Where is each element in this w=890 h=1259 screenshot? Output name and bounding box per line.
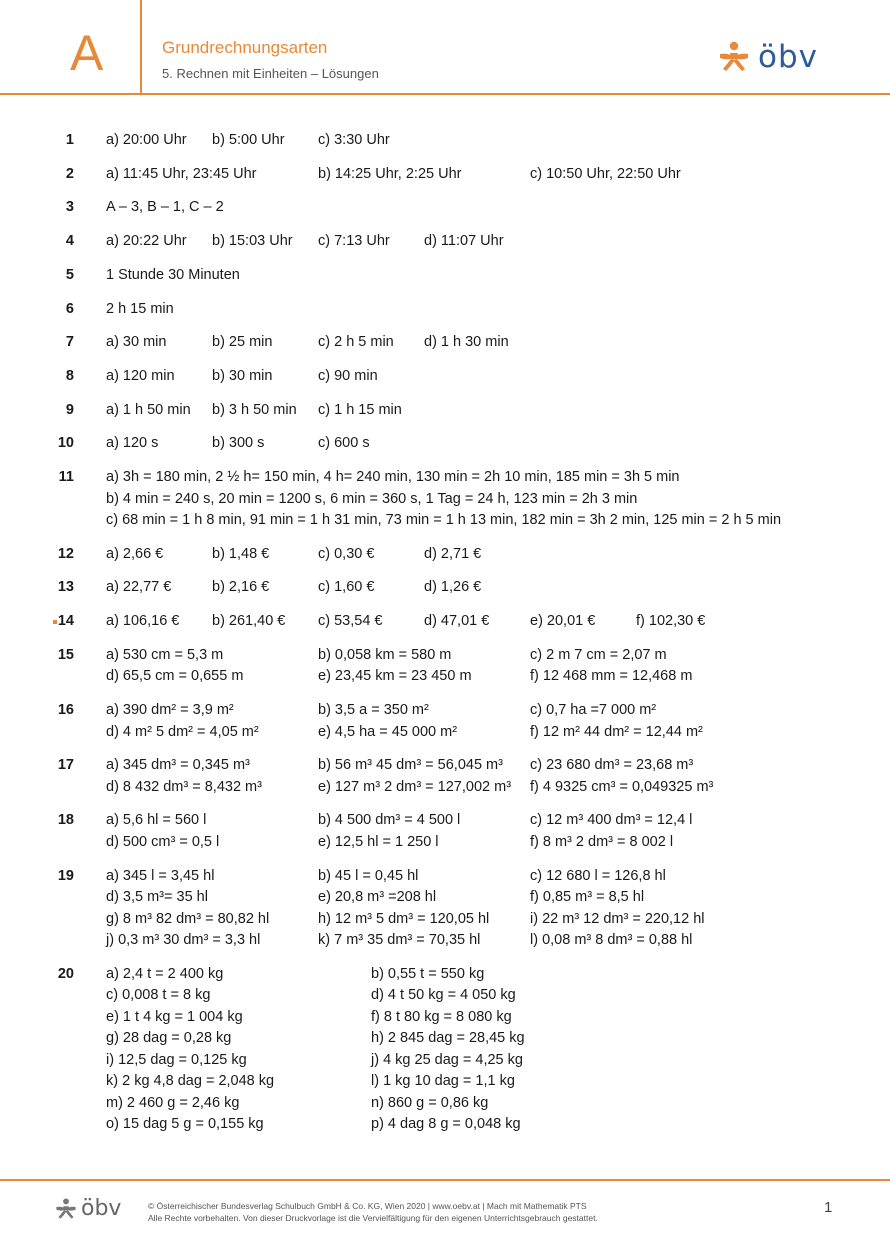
solution-answer: b) 2,16 € bbox=[212, 579, 270, 596]
solution-answer: a) 390 dm² = 3,9 m² bbox=[106, 702, 234, 718]
solution-answer: f) 4 9325 cm³ = 0,049325 m³ bbox=[530, 778, 714, 795]
solution-answer: a) 3h = 180 min, 2 ½ h= 150 min, 4 h= 240 min, 130 min = 2h 10 min, 185 min = 3h 5 min bbox=[106, 469, 680, 485]
page-subtitle: 5. Rechnen mit Einheiten – Lösungen bbox=[162, 66, 379, 81]
solution-answer: c) 10:50 Uhr, 22:50 Uhr bbox=[530, 165, 681, 182]
solution-answer: c) 2 h 5 min bbox=[318, 334, 394, 351]
star-icon bbox=[718, 41, 750, 73]
solution-answer: c) 1,60 € bbox=[318, 579, 375, 596]
solution-answer: a) 2,66 € bbox=[106, 545, 164, 562]
solution-answer: b) 0,058 km = 580 m bbox=[318, 646, 452, 663]
solution-answer: a) 120 min bbox=[106, 367, 175, 384]
solution-answer: a) 2,4 t = 2 400 kg bbox=[106, 965, 224, 982]
solution-row bbox=[0, 700, 890, 743]
page-title: Grundrechnungsarten bbox=[162, 38, 328, 57]
task-number: 1 bbox=[65, 132, 74, 148]
solution-answer: a) 5,6 hl = 560 l bbox=[106, 812, 207, 829]
solution-row bbox=[0, 265, 890, 287]
solution-answer: e) 1 t 4 kg = 1 004 kg bbox=[106, 1008, 243, 1025]
solution-answer: b) 3,5 a = 350 m² bbox=[318, 702, 429, 718]
solution-row bbox=[0, 400, 890, 422]
solution-answer: c) 53,54 € bbox=[318, 613, 383, 630]
solution-answer: g) 8 m³ 82 dm³ = 80,82 hl bbox=[106, 910, 270, 927]
solution-answer: f) 8 t 80 kg = 8 080 kg bbox=[371, 1008, 512, 1025]
star-icon bbox=[55, 1198, 77, 1220]
task-number: 14 bbox=[57, 613, 74, 630]
task-number: 15 bbox=[57, 646, 74, 663]
solution-answer: a) 20:00 Uhr bbox=[106, 132, 187, 148]
solution-row bbox=[0, 467, 890, 532]
task-number: 3 bbox=[65, 199, 74, 216]
solution-answer: d) 2,71 € bbox=[424, 545, 482, 562]
solution-answer: a) 106,16 € bbox=[106, 613, 180, 630]
header-rule bbox=[0, 93, 890, 95]
task-number: 4 bbox=[65, 233, 74, 250]
solution-answer: e) 4,5 ha = 45 000 m² bbox=[318, 723, 458, 740]
logo-text: öbv bbox=[758, 38, 818, 75]
task-number: 12 bbox=[57, 545, 74, 562]
solution-answer: c) 12 680 l = 126,8 hl bbox=[530, 867, 666, 884]
solution-answer: e) 127 m³ 2 dm³ = 127,002 m³ bbox=[318, 778, 512, 795]
solution-row bbox=[0, 130, 890, 152]
solution-answer: d) 500 cm³ = 0,5 l bbox=[106, 833, 220, 850]
solution-row bbox=[0, 645, 890, 688]
solution-row bbox=[0, 164, 890, 186]
solution-answer: b) 56 m³ 45 dm³ = 56,045 m³ bbox=[318, 757, 503, 774]
solution-answer: e) 20,8 m³ =208 hl bbox=[318, 889, 437, 906]
task-number: 13 bbox=[57, 579, 74, 596]
footer-copyright bbox=[148, 1200, 598, 1224]
solution-answer: b) 0,55 t = 550 kg bbox=[371, 965, 485, 982]
solution-answer: p) 4 dag 8 g = 0,048 kg bbox=[371, 1116, 521, 1133]
task-number: 5 bbox=[65, 266, 74, 283]
solution-answer: 1 Stunde 30 Minuten bbox=[106, 266, 240, 283]
solution-answer: k) 2 kg 4,8 dag = 2,048 kg bbox=[106, 1073, 275, 1090]
solution-answer: i) 12,5 dag = 0,125 kg bbox=[106, 1051, 247, 1068]
solution-answer: d) 4 m² 5 dm² = 4,05 m² bbox=[106, 723, 259, 740]
solution-answer: a) 345 l = 3,45 hl bbox=[106, 867, 215, 884]
solution-row bbox=[0, 197, 890, 219]
footer-rule bbox=[0, 1179, 890, 1181]
footer-logo-text: öbv bbox=[81, 1196, 122, 1221]
solution-answer: e) 20,01 € bbox=[530, 613, 596, 630]
solution-answer: 2 h 15 min bbox=[106, 300, 174, 317]
solution-answer: f) 8 m³ 2 dm³ = 8 002 l bbox=[530, 833, 674, 850]
solution-answer: d) 65,5 cm = 0,655 m bbox=[106, 668, 244, 685]
task-number: 10 bbox=[57, 435, 74, 452]
solution-row bbox=[0, 964, 890, 1136]
solution-answer: f) 12 m² 44 dm² = 12,44 m² bbox=[530, 723, 703, 740]
solution-row bbox=[0, 577, 890, 599]
solution-answer: a) 120 s bbox=[106, 435, 159, 452]
solution-answer: c) 23 680 dm³ = 23,68 m³ bbox=[530, 757, 694, 774]
solution-row bbox=[0, 755, 890, 798]
solution-answer: a) 22,77 € bbox=[106, 579, 172, 596]
solution-answer: c) 2 m 7 cm = 2,07 m bbox=[530, 646, 667, 663]
solution-answer: h) 12 m³ 5 dm³ = 120,05 hl bbox=[318, 910, 490, 927]
solution-answer: c) 7:13 Uhr bbox=[318, 233, 390, 250]
publisher-logo bbox=[718, 40, 818, 74]
solution-row bbox=[0, 544, 890, 566]
footer-logo bbox=[55, 1198, 121, 1220]
task-number: 17 bbox=[57, 757, 74, 774]
solution-answer: j) 4 kg 25 dag = 4,25 kg bbox=[371, 1051, 523, 1068]
task-number: 7 bbox=[65, 334, 74, 351]
page-number: 1 bbox=[824, 1199, 833, 1216]
solution-answer: b) 4 500 dm³ = 4 500 l bbox=[318, 812, 461, 829]
solution-answer: f) 0,85 m³ = 8,5 hl bbox=[530, 889, 645, 906]
solution-answer: b) 45 l = 0,45 hl bbox=[318, 867, 419, 884]
task-number: 16 bbox=[57, 702, 74, 718]
solution-answer: f) 102,30 € bbox=[636, 613, 706, 630]
solution-answer: i) 22 m³ 12 dm³ = 220,12 hl bbox=[530, 910, 705, 927]
solution-answer: c) 68 min = 1 h 8 min, 91 min = 1 h 31 min, 73 min = 1 h 13 min, 182 min = 3h 2 min, 125 min = 2 h 5 min bbox=[106, 512, 782, 528]
task-number: 11 bbox=[58, 469, 74, 485]
solution-row bbox=[0, 810, 890, 853]
solution-row bbox=[0, 366, 890, 388]
solution-answer: d) 8 432 dm³ = 8,432 m³ bbox=[106, 778, 262, 795]
solution-answer: a) 530 cm = 5,3 m bbox=[106, 646, 224, 663]
solution-answer: l) 1 kg 10 dag = 1,1 kg bbox=[371, 1073, 515, 1090]
solution-answer: b) 261,40 € bbox=[212, 613, 286, 630]
solution-answer: A – 3, B – 1, C – 2 bbox=[106, 199, 224, 216]
solution-row bbox=[0, 332, 890, 354]
header-divider bbox=[140, 0, 142, 94]
solution-row bbox=[0, 866, 890, 952]
solution-answer: d) 1 h 30 min bbox=[424, 334, 509, 351]
solution-answer: e) 23,45 km = 23 450 m bbox=[318, 668, 472, 685]
solution-answer: f) 12 468 mm = 12,468 m bbox=[530, 668, 693, 685]
task-number: 18 bbox=[57, 812, 74, 829]
solution-answer: a) 20:22 Uhr bbox=[106, 233, 187, 250]
task-number: 6 bbox=[65, 300, 74, 317]
task-number: 9 bbox=[65, 401, 74, 418]
solution-answer: a) 11:45 Uhr, 23:45 Uhr bbox=[106, 165, 257, 182]
solution-answer: g) 28 dag = 0,28 kg bbox=[106, 1030, 232, 1047]
solution-answer: b) 4 min = 240 s, 20 min = 1200 s, 6 min = 360 s, 1 Tag = 24 h, 123 min = 2h 3 min bbox=[106, 490, 638, 507]
solution-answer: b) 1,48 € bbox=[212, 545, 270, 562]
solution-row bbox=[0, 231, 890, 253]
solution-answer: a) 1 h 50 min bbox=[106, 401, 191, 418]
solution-answer: h) 2 845 dag = 28,45 kg bbox=[371, 1030, 525, 1047]
solution-answer: o) 15 dag 5 g = 0,155 kg bbox=[106, 1116, 264, 1133]
solution-answer: l) 0,08 m³ 8 dm³ = 0,88 hl bbox=[530, 932, 693, 949]
solution-answer: d) 4 t 50 kg = 4 050 kg bbox=[371, 987, 516, 1004]
solution-row bbox=[0, 299, 890, 321]
solution-answer: d) 3,5 m³= 35 hl bbox=[106, 889, 208, 906]
solution-answer: d) 1,26 € bbox=[424, 579, 482, 596]
solution-answer: d) 47,01 € bbox=[424, 613, 490, 630]
task-number: 2 bbox=[65, 165, 74, 182]
solution-answer: m) 2 460 g = 2,46 kg bbox=[106, 1094, 240, 1111]
task-number: 8 bbox=[65, 367, 74, 384]
solution-answer: c) 0,30 € bbox=[318, 545, 375, 562]
solution-answer: b) 25 min bbox=[212, 334, 273, 351]
solution-answer: b) 15:03 Uhr bbox=[212, 233, 293, 250]
solution-answer: c) 0,008 t = 8 kg bbox=[106, 987, 211, 1004]
solution-answer: b) 3 h 50 min bbox=[212, 401, 297, 418]
solution-answer: c) 3:30 Uhr bbox=[318, 132, 390, 148]
solution-answer: c) 12 m³ 400 dm³ = 12,4 l bbox=[530, 812, 693, 829]
solution-answer: b) 30 min bbox=[212, 367, 273, 384]
highlight-marker bbox=[53, 620, 57, 624]
solution-answer: c) 0,7 ha =7 000 m² bbox=[530, 702, 657, 718]
solution-row bbox=[0, 611, 890, 633]
solution-answer: b) 300 s bbox=[212, 435, 265, 452]
solution-answer: d) 11:07 Uhr bbox=[424, 233, 504, 250]
task-number: 19 bbox=[57, 867, 74, 884]
solution-answer: b) 14:25 Uhr, 2:25 Uhr bbox=[318, 165, 462, 182]
solution-answer: a) 345 dm³ = 0,345 m³ bbox=[106, 757, 250, 774]
solution-answer: b) 5:00 Uhr bbox=[212, 132, 285, 148]
solution-answer: c) 600 s bbox=[318, 435, 370, 452]
solution-row bbox=[0, 433, 890, 455]
page-header bbox=[0, 0, 890, 95]
rights-line: Alle Rechte vorbehalten. Von dieser Druckvorlage ist die Vervielfältigung für den eigenen Unterrichtsgebrauch gestattet. bbox=[148, 1213, 598, 1223]
solution-answer: k) 7 m³ 35 dm³ = 70,35 hl bbox=[318, 932, 481, 949]
solution-answer: c) 90 min bbox=[318, 367, 378, 384]
solution-answer: e) 12,5 hl = 1 250 l bbox=[318, 833, 439, 850]
solution-answer: a) 30 min bbox=[106, 334, 167, 351]
chapter-letter: A bbox=[70, 25, 104, 81]
solution-answer: c) 1 h 15 min bbox=[318, 401, 402, 418]
solution-answer: n) 860 g = 0,86 kg bbox=[371, 1094, 489, 1111]
solution-answer: j) 0,3 m³ 30 dm³ = 3,3 hl bbox=[106, 932, 261, 949]
task-number: 20 bbox=[57, 965, 74, 982]
copyright-line: © Österreichischer Bundesverlag Schulbuch GmbH & Co. KG, Wien 2020 | www.oebv.at | Mach mit Mathematik PTS bbox=[148, 1201, 587, 1211]
